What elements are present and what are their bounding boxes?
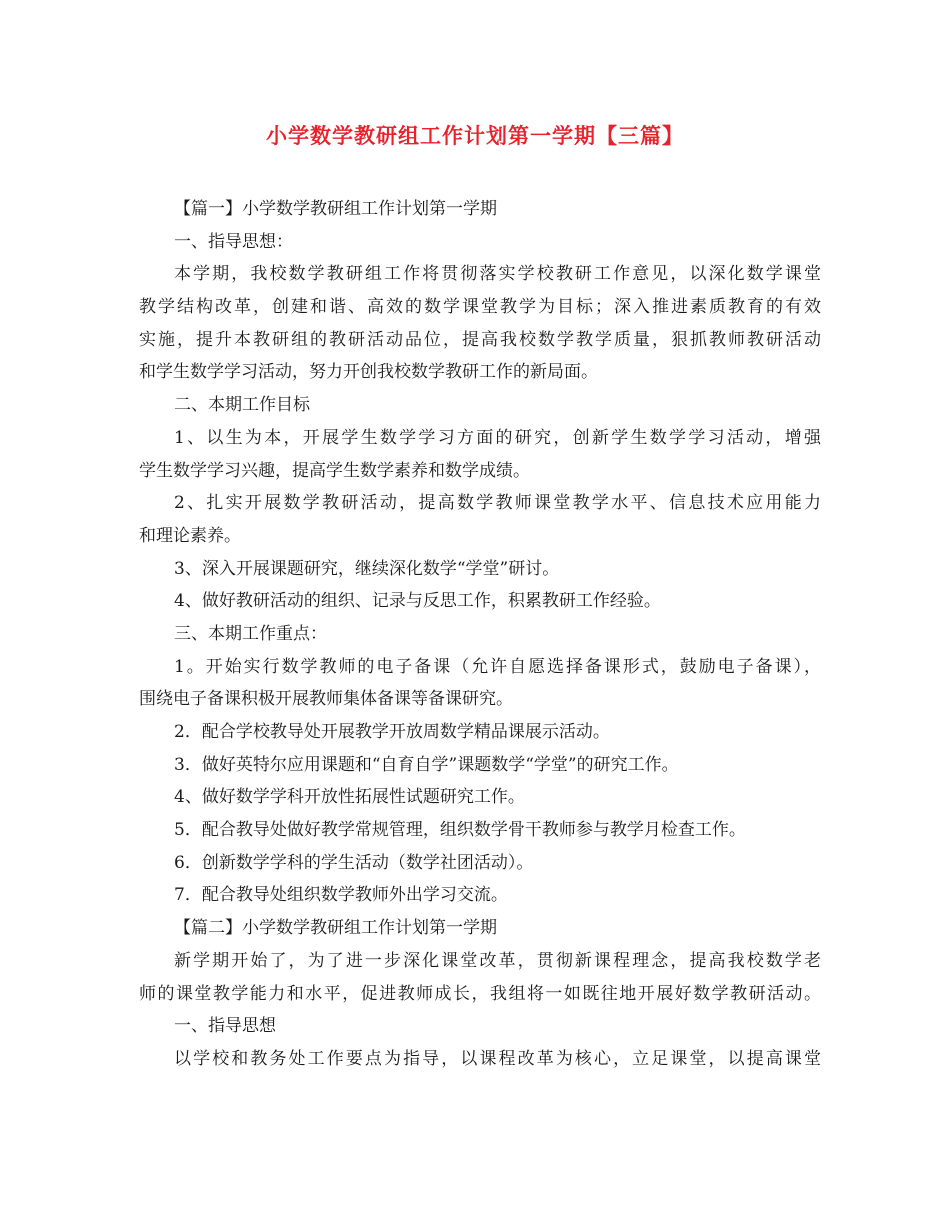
paragraph-line: 3、深入开展课题研究，继续深化数学“学堂”研讨。 (174, 558, 560, 579)
paragraph-line: 4、做好数学学科开放性拓展性试题研究工作。 (174, 787, 525, 808)
paragraph-line: 和理论素养。 (139, 525, 241, 546)
subheading: 一、指导思想： (174, 231, 293, 252)
paragraph-line: 1、以生为本，开展学生数学学习方面的研究，创新学生数学学习活动，增强 (174, 427, 821, 448)
paragraph-line: 1。开始实行数学教师的电子备课（允许自愿选择备课形式，鼓励电子备课）， (174, 656, 821, 677)
paragraph-line: 3．做好英特尔应用课题和“自育自学”课题数学“学堂”的研究工作。 (174, 754, 679, 775)
paragraph-line: 7．配合教导处组织数学教师外出学习交流。 (174, 885, 508, 906)
subheading: 二、本期工作目标 (174, 395, 310, 416)
paragraph-line: 实施，提升本教研组的教研活动品位，提高我校数学教学质量，狠抓教师教研活动 (139, 329, 821, 350)
subheading: 一、指导思想 (174, 1016, 276, 1037)
paragraph-line: 2、扎实开展数学教研活动，提高数学教师课堂教学水平、信息技术应用能力 (174, 493, 821, 514)
section-heading-1: 【篇一】小学数学教研组工作计划第一学期 (174, 199, 497, 219)
document-title: 小学数学教研组工作计划第一学期【三篇】 (266, 123, 684, 148)
paragraph-line: 4、做好教研活动的组织、记录与反思工作，积累教研工作经验。 (174, 591, 661, 612)
document-body (139, 193, 821, 1076)
paragraph-line: 以学校和教务处工作要点为指导，以课程改革为核心，立足课堂，以提高课堂 (174, 1048, 821, 1069)
paragraph-line: 6．创新数学学科的学生活动（数学社团活动）。 (174, 852, 534, 873)
paragraph-line: 2．配合学校教导处开展教学开放周数学精品课展示活动。 (174, 722, 610, 742)
section-heading-2: 【篇二】小学数学教研组工作计划第一学期 (174, 918, 497, 939)
paragraph-line: 本学期，我校数学教研组工作将贯彻落实学校教研工作意见，以深化数学课堂 (174, 264, 821, 285)
paragraph-line: 5．配合教导处做好教学常规管理，组织数学骨干教师参与教学月检查工作。 (174, 820, 746, 841)
paragraph-line: 师的课堂教学能力和水平，促进教师成长，我组将一如既往地开展好数学教研活动。 (139, 983, 821, 1004)
paragraph-line: 新学期开始了，为了进一步深化课堂改革，贯彻新课程理念，提高我校数学老 (174, 950, 821, 971)
paragraph-line: 学生数学学习兴趣，提高学生数学素养和数学成绩。 (139, 460, 530, 481)
paragraph-line: 围绕电子备课积极开展教师集体备课等备课研究。 (139, 689, 513, 710)
paragraph-line: 和学生数学学习活动，努力开创我校数学教研工作的新局面。 (139, 362, 598, 383)
paragraph-line: 教学结构改革，创建和谐、高效的数学课堂教学为目标；深入推进素质教育的有效 (139, 297, 821, 318)
subheading: 三、本期工作重点： (174, 623, 327, 644)
